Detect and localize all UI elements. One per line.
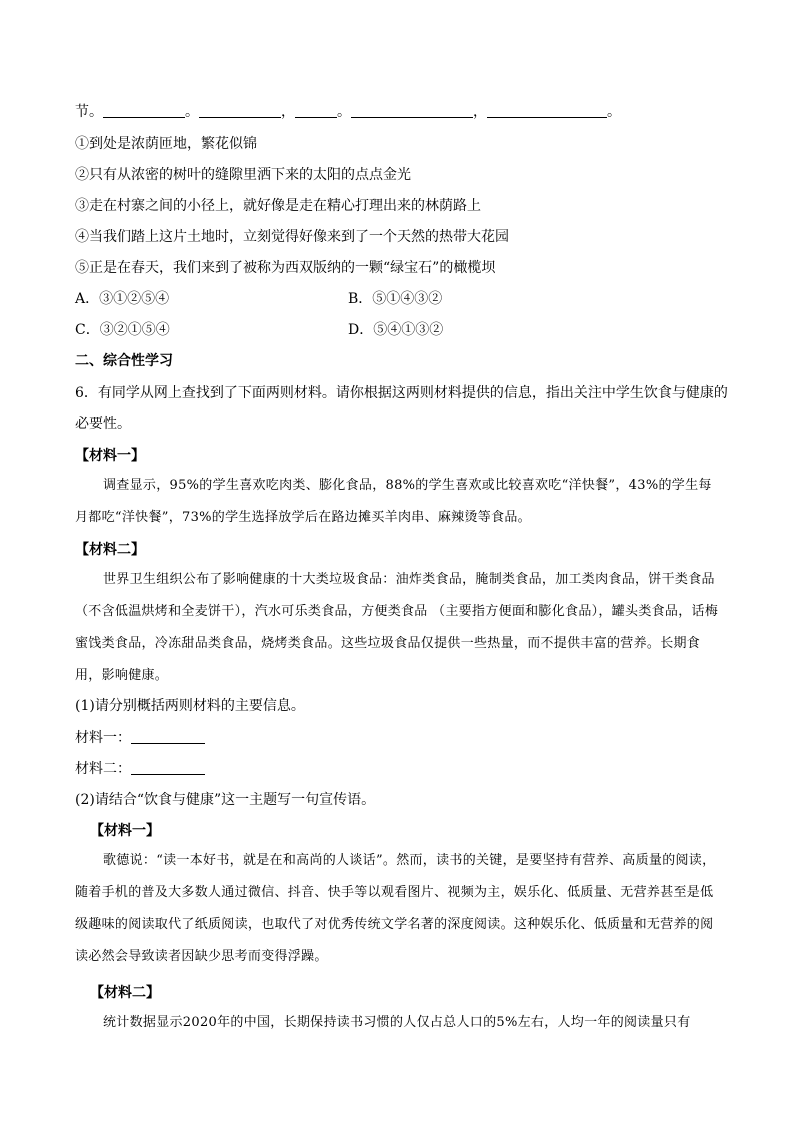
q6-answer-1-row <box>75 728 205 748</box>
q5-sentence-4: ④当我们踏上这片土地时，立刻觉得好像来到了一个天然的热带大花园 <box>75 229 509 245</box>
answer-label-1: 材料一： <box>75 730 131 746</box>
answer-blank-material-1[interactable] <box>131 729 205 744</box>
q5-lead: 节。 <box>75 104 103 120</box>
q6-material-2-title: 【材料二】 <box>75 542 145 558</box>
q5-sep: 。 <box>185 104 199 120</box>
answer-blank-3[interactable] <box>295 103 337 118</box>
section-title: 二、综合性学习 <box>75 353 173 369</box>
answer-blank-4[interactable] <box>351 103 473 118</box>
q7-material-1-title: 【材料一】 <box>90 823 160 839</box>
q5-sentence-2: ②只有从浓密的树叶的缝隙里洒下来的太阳的点点金光 <box>75 167 411 183</box>
q5-option-d[interactable]: D．⑤④①③② <box>348 322 444 338</box>
q5-sentence-1: ①到处是浓荫匝地，繁花似锦 <box>75 136 257 152</box>
q7-material-1-text: 歌德说：“读一本好书，就是在和高尚的人谈话”。然而，读书的关键，是要坚持有营养、高质量的阅读，随着手机的普及大多数人通过微信、抖音、快手等以观看图片、视频为主，娱乐化、低质量、无营养甚至是低级趣味的阅读取代了纸质阅读，也取代了对优秀传统文学名著的深度阅读。这种娱乐化、低质量和无营养的阅读必然会导致读者因缺少思考而变得浮躁。 <box>75 853 716 964</box>
answer-blank-material-2[interactable] <box>131 760 205 775</box>
answer-blank-2[interactable] <box>199 103 281 118</box>
q7-material-2-text: 统计数据显示2020年的中国，长期保持读书习惯的人仅占总人口的5%左右，人均一年的阅读量只有 <box>103 1015 691 1030</box>
q6-material-2-text: 世界卫生组织公布了影响健康的十大类垃圾食品：油炸类食品，腌制类食品，加工类肉食品，饼干类食品（不含低温烘烤和全麦饼干），汽水可乐类食品，方便类食品 （主要指方便面和膨化食品），罐头类食品，话梅蜜饯类食品，冷冻甜品类食品，烧烤类食品。这些垃圾食品仅提供一些热量，而不提供丰富的营养。长期食用，影响健康。 <box>75 572 719 683</box>
q5-option-b[interactable]: B．⑤①④③② <box>348 291 443 307</box>
q6-material-1-text: 调查显示，95%的学生喜欢吃肉类、膨化食品，88%的学生喜欢或比较喜欢吃“洋快餐”，43%的学生每月都吃“洋快餐”，73%的学生选择放学后在路边摊买羊肉串、麻辣烫等食品。 <box>75 478 712 525</box>
q5-sentence-5: ⑤正是在春天，我们来到了被称为西双版纳的一颗“绿宝石”的橄榄坝 <box>75 260 496 276</box>
q6-sub-question-2: (2)请结合“饮食与健康”这一主题写一句宣传语。 <box>75 792 376 808</box>
q6-sub-question-1: (1)请分别概括两则材料的主要信息。 <box>75 698 305 714</box>
q5-option-a[interactable]: A．③①②⑤④ <box>75 291 170 307</box>
q5-blank-line <box>75 102 621 122</box>
q5-sentence-3: ③走在村寨之间的小径上，就好像是走在精心打理出来的林荫路上 <box>75 198 481 214</box>
q6-stem-line-1: 6．有同学从网上查找到了下面两则材料。请你根据这两则材料提供的信息，指出关注中学生饮食与健康的 <box>75 385 728 401</box>
answer-blank-1[interactable] <box>103 103 185 118</box>
q7-material-2-title: 【材料二】 <box>90 985 160 1001</box>
q6-answer-2-row <box>75 759 205 779</box>
q6-stem-line-2: 必要性。 <box>75 416 131 432</box>
answer-label-2: 材料二： <box>75 761 131 777</box>
q6-material-1-title: 【材料一】 <box>75 448 145 464</box>
q5-option-c[interactable]: C．③②①⑤④ <box>75 322 170 338</box>
answer-blank-5[interactable] <box>487 103 607 118</box>
q5-sep: ， <box>473 104 487 120</box>
q5-sep: ， <box>281 104 295 120</box>
q5-sep: 。 <box>607 104 621 120</box>
q5-sep: 。 <box>337 104 351 120</box>
